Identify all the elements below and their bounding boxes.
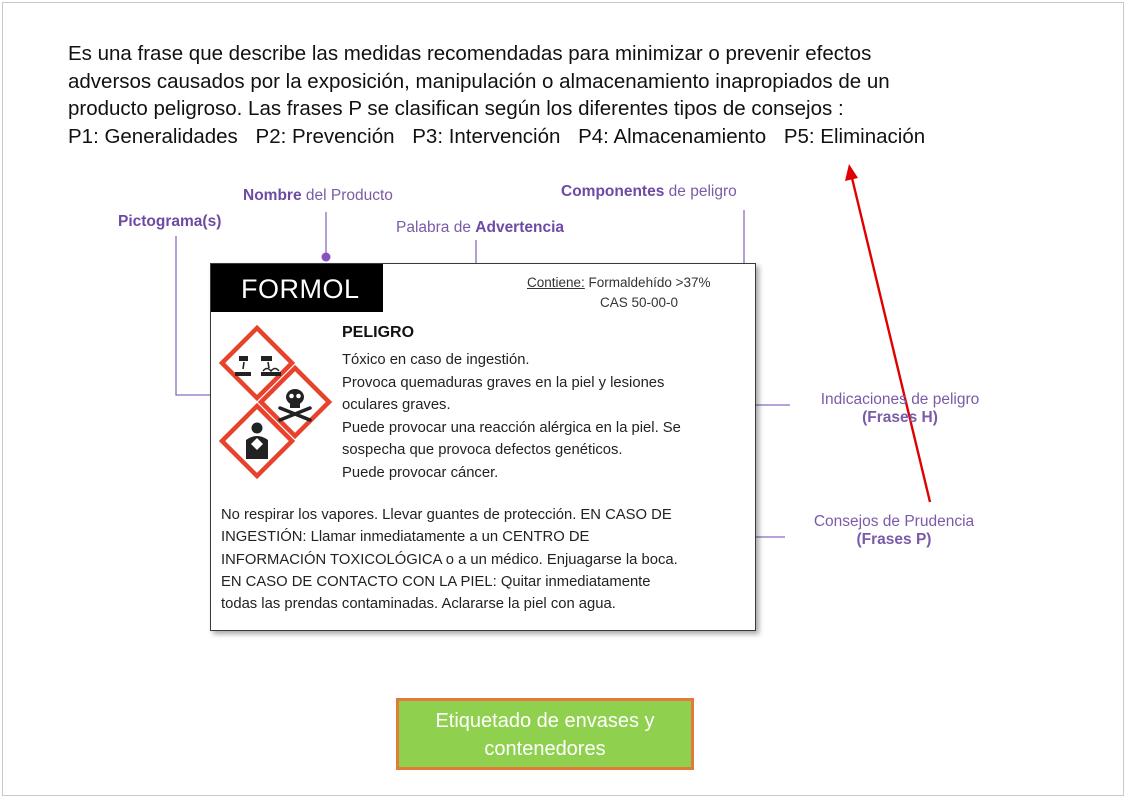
precautionary-statements: [221, 504, 741, 615]
ghs-pictograms: [217, 322, 347, 492]
cas-number: CAS 50-00-0: [600, 295, 679, 310]
h-phrase: Tóxico en caso de ingestión.: [342, 352, 530, 368]
p-category-p5: P5: Eliminación: [783, 124, 926, 148]
h-phrase: Provoca quemaduras graves en la piel y lesiones: [342, 374, 665, 391]
p-category-p2: P2: Prevención: [255, 124, 395, 148]
callout-signal-word: Palabra de Advertencia: [396, 219, 565, 236]
h-phrase: sospecha que provoca defectos genéticos.: [342, 442, 623, 458]
intro-line: producto peligroso. Las frases P se clasifican según los diferentes tipos de consejos :: [68, 97, 844, 120]
container-labeling-box: Etiquetado de envases y contenedores: [396, 698, 694, 770]
hazard-components: Contiene: Formaldehído >37% CAS 50-00-0: [527, 273, 711, 313]
p-phrase: EN CASO DE CONTACTO CON LA PIEL: Quitar inmediatamente: [221, 573, 651, 590]
hazard-statements: [342, 349, 742, 484]
p-phrase: todas las prendas contaminadas. Aclararse la piel con agua.: [221, 596, 616, 613]
callout-hazard-components: Componentes de peligro: [561, 183, 737, 200]
p-category-p4: P4: Almacenamiento: [578, 124, 767, 148]
p-phrase: No respirar los vapores. Llevar guantes de protección. EN CASO DE: [221, 507, 672, 523]
intro-line: Es una frase que describe las medidas recomendadas para minimizar o prevenir efectos: [68, 42, 872, 65]
p-category-p1: P1: Generalidades: [68, 124, 238, 148]
p-phrase: INFORMACIÓN TOXICOLÓGICA o a un médico. Enjuagarse la boca.: [221, 551, 678, 568]
callout-precautionary: Consejos de Prudencia (Frases P): [813, 513, 975, 548]
dot-product-name: [322, 253, 331, 262]
h-phrase: Puede provocar cáncer.: [342, 464, 499, 481]
intro-line: adversos causados por la exposición, manipulación o almacenamiento inapropiados de un: [68, 69, 890, 93]
product-name: FORMOL: [211, 264, 383, 312]
red-arrow: [845, 164, 930, 502]
signal-word: PELIGRO: [342, 324, 415, 341]
hazard-label: [210, 263, 756, 631]
p-category-p3: P3: Intervención: [412, 124, 561, 148]
callout-product-name: Nombre del Producto: [243, 187, 393, 204]
h-phrase: oculares graves.: [342, 397, 451, 413]
p-phrase: INGESTIÓN: Llamar inmediatamente a un CENTRO DE: [221, 529, 590, 546]
callout-pictograms: Pictograma(s): [118, 213, 222, 230]
h-phrase: Puede provocar una reacción alérgica en la piel. Se: [342, 419, 681, 436]
callout-hazard-statements: Indicaciones de peligro (Frases H): [820, 391, 980, 426]
